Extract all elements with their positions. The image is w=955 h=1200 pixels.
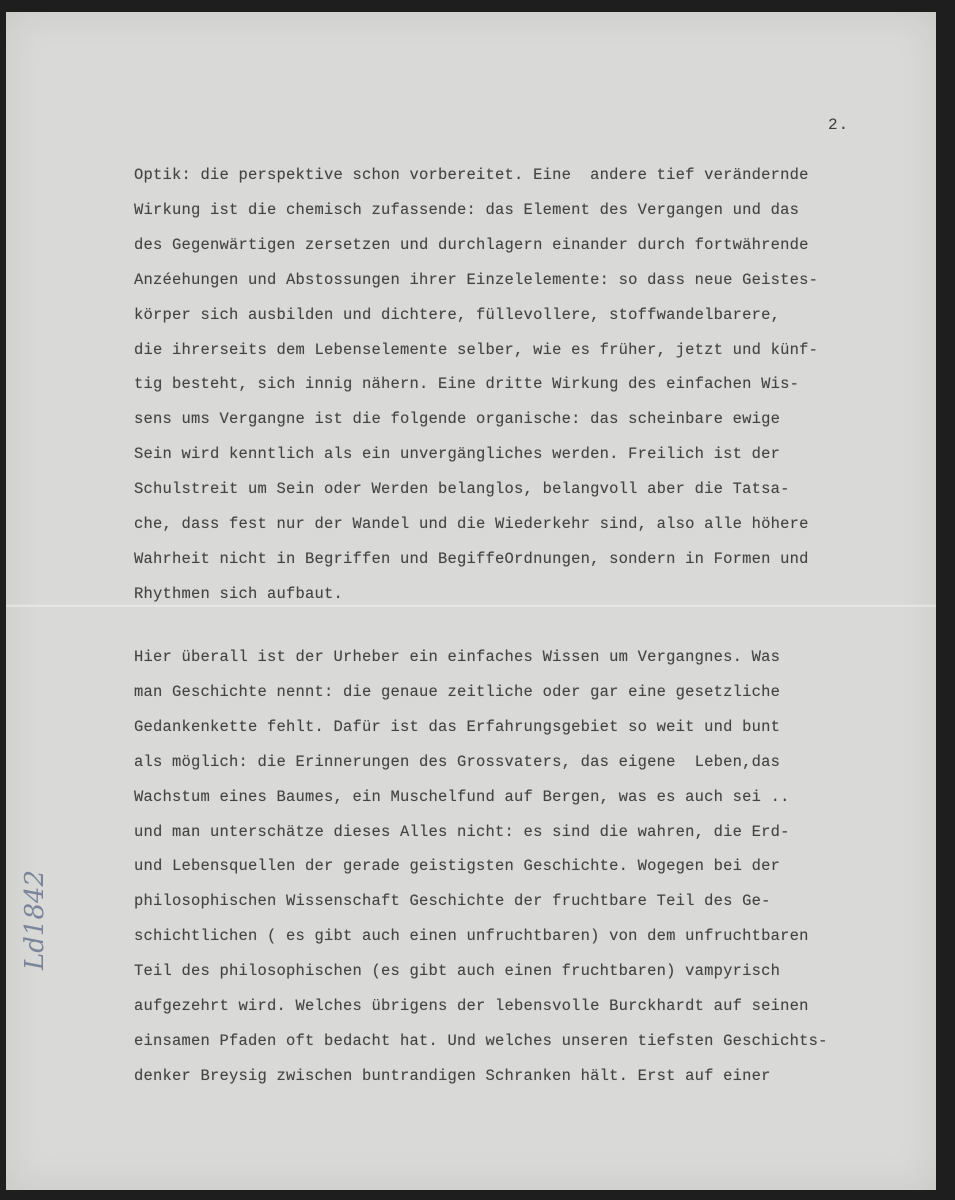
document-page — [6, 12, 936, 1190]
text-line: Gedankenkette fehlt. Dafür ist das Erfahrungsgebiet so weit und bunt — [134, 717, 781, 736]
paragraph-2 — [134, 640, 894, 1094]
text-line: Schulstreit um Sein oder Werden belanglos, belangvoll aber die Tatsa- — [134, 480, 790, 499]
text-line: als möglich: die Erinnerungen des Grossvaters, das eigene Leben,das — [134, 752, 781, 771]
text-line: Optik: die perspektive schon vorbereitet. Eine andere tief verändernde — [134, 166, 809, 184]
text-line: die ihrerseits dem Lebenselemente selber, wie es früher, jetzt und künf- — [134, 340, 819, 359]
text-line: aufgezehrt wird. Welches übrigens der lebensvolle Burckhardt auf seinen — [134, 997, 809, 1016]
text-line: denker Breysig zwischen buntrandigen Schranken hält. Erst auf einer — [134, 1066, 771, 1085]
page-number: 2. — [828, 116, 850, 134]
text-line: Wachstum eines Baumes, ein Muschelfund auf Bergen, was es auch sei .. — [134, 787, 790, 806]
text-line: Sein wird kenntlich als ein unvergängliches werden. Freilich ist der — [134, 445, 781, 464]
handwritten-archive-mark: Ld1842 — [20, 869, 50, 970]
text-line: des Gegenwärtigen zersetzen und durchlagern einander durch fortwährende — [134, 235, 809, 254]
text-line: philosophischen Wissenschaft Geschichte der fruchtbare Teil des Ge- — [134, 892, 771, 911]
text-line: tig besteht, sich innig nähern. Eine dritte Wirkung des einfachen Wis- — [134, 375, 800, 394]
text-line: Hier überall ist der Urheber ein einfaches Wissen um Vergangnes. Was — [134, 648, 781, 666]
text-line: Rhythmen sich aufbaut. — [134, 584, 344, 603]
text-line: Anzéehungen und Abstossungen ihrer Einzelelemente: so dass neue Geistes- — [134, 270, 819, 289]
paragraph-1 — [134, 158, 894, 612]
text-line: körper sich ausbilden und dichtere, füllevollere, stoffwandelbarere, — [134, 305, 781, 324]
text-line: Teil des philosophischen (es gibt auch einen fruchtbaren) vampyrisch — [134, 962, 781, 981]
text-line: sens ums Vergangne ist die folgende organische: das scheinbare ewige — [134, 410, 781, 429]
text-line: che, dass fest nur der Wandel und die Wiederkehr sind, also alle höhere — [134, 515, 809, 534]
text-line: Wahrheit nicht in Begriffen und BegiffeOrdnungen, sondern in Formen und — [134, 549, 809, 568]
text-line: einsamen Pfaden oft bedacht hat. Und welches unseren tiefsten Geschichts- — [134, 1031, 828, 1050]
text-line: man Geschichte nennt: die genaue zeitliche oder gar eine gesetzliche — [134, 682, 781, 701]
text-line: schichtlichen ( es gibt auch einen unfruchtbaren) von dem unfruchtbaren — [134, 927, 809, 946]
text-line: Wirkung ist die chemisch zufassende: das Element des Vergangen und das — [134, 200, 800, 219]
text-line: und Lebensquellen der gerade geistigsten Geschichte. Wogegen bei der — [134, 857, 781, 876]
text-line: und man unterschätze dieses Alles nicht: es sind die wahren, die Erd- — [134, 822, 790, 841]
